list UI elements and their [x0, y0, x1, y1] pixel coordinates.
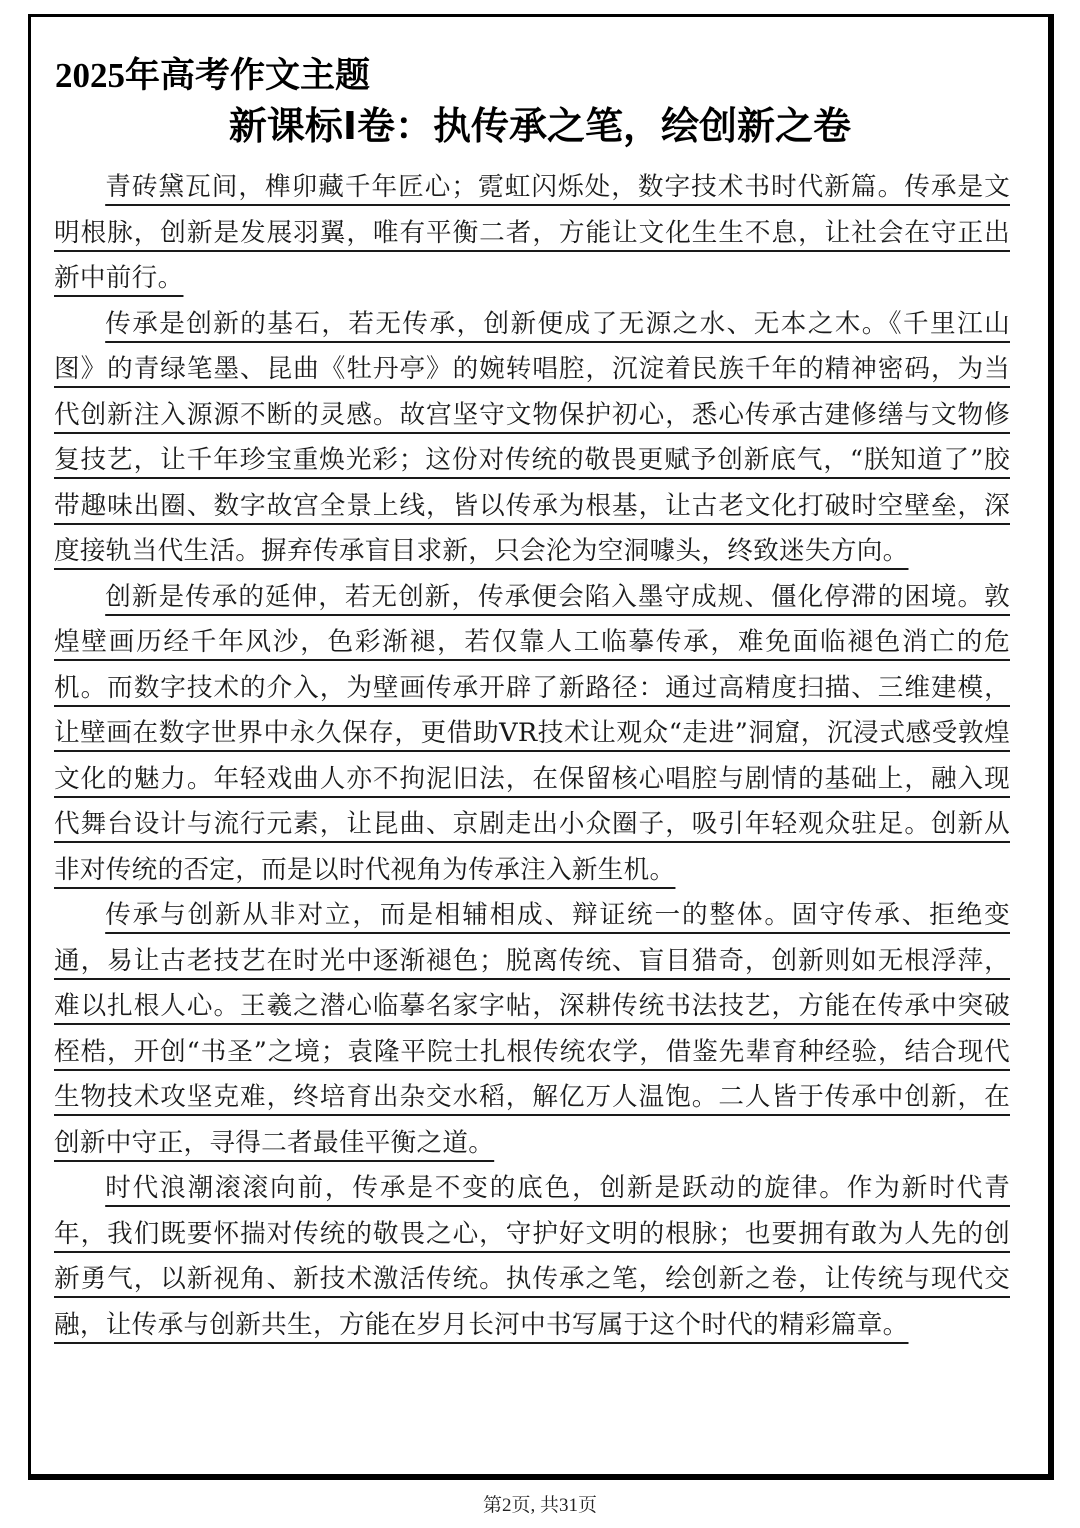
- essay-title: 新课标I卷：执传承之笔，绘创新之卷: [228, 104, 852, 148]
- essay-paragraph-2: 传承是创新的基石，若无传承，创新便成了无源之水、无本之木。《千里江山图》的青绿笔墨、昆曲《牡丹亭》的婉转唱腔，沉淀着民族千年的精神密码，为当代创新注入源源不断的灵感。故宫坚守文物保护初心，悉心传承古建修缮与文物修复技艺，让千年珍宝重焕光彩；这份对传统的敬畏更赋予创新底气，“朕知道了”胶带趣味出圈、数字故宫全景上线，皆以传承为根基，让古老文化打破时空壁垒，深度接轨当代生活。摒弃传承盲目求新，只会沦为空洞噱头，终致迷失方向。: [54, 308, 1010, 566]
- page-header: 2025年高考作文主题: [55, 56, 371, 95]
- page-number: 第2页, 共31页: [482, 1495, 597, 1516]
- essay-paragraph-4: 传承与创新从非对立，而是相辅相成、辩证统一的整体。固守传承、拒绝变通，易让古老技艺在时光中逐渐褪色；脱离传统、盲目猎奇，创新则如无根浮萍，难以扎根人心。王羲之潜心临摹名家字帖，深耕传统书法技艺，方能在传承中突破桎梏，开创“书圣”之境；袁隆平院士扎根传统农学，借鉴先辈育种经验，结合现代生物技术攻坚克难，终培育出杂交水稻，解亿万人温饱。二人皆于传承中创新，在创新中守正，寻得二者最佳平衡之道。: [54, 900, 1010, 1158]
- essay-body: [54, 165, 1010, 1348]
- essay-paragraph-3: 创新是传承的延伸，若无创新，传承便会陷入墨守成规、僵化停滞的困境。敦煌壁画历经千年风沙，色彩渐褪，若仅靠人工临摹传承，难免面临褪色消亡的危机。而数字技术的介入，为壁画传承开辟了新路径：通过高精度扫描、三维建模，让壁画在数字世界中永久保存，更借助VR技术让观众“走进”洞窟，沉浸式感受敦煌文化的魅力。年轻戏曲人亦不拘泥旧法，在保留核心唱腔与剧情的基础上，融入现代舞台设计与流行元素，让昆曲、京剧走出小众圈子，吸引年轻观众驻足。创新从非对传统的否定，而是以时代视角为传承注入新生机。: [54, 581, 1010, 885]
- essay-paragraph-5: 时代浪潮滚滚向前，传承是不变的底色，创新是跃动的旋律。作为新时代青年，我们既要怀揣对传统的敬畏之心，守护好文明的根脉；也要拥有敢为人先的创新勇气，以新视角、新技术激活传统。执传承之笔，绘创新之卷，让传统与现代交融，让传承与创新共生，方能在岁月长河中书写属于这个时代的精彩篇章。: [54, 1173, 1010, 1340]
- essay-paragraph-1: 青砖黛瓦间，榫卯藏千年匠心；霓虹闪烁处，数字技术书时代新篇。传承是文明根脉，创新是发展羽翼，唯有平衡二者，方能让文化生生不息，让社会在守正出新中前行。: [54, 172, 1010, 293]
